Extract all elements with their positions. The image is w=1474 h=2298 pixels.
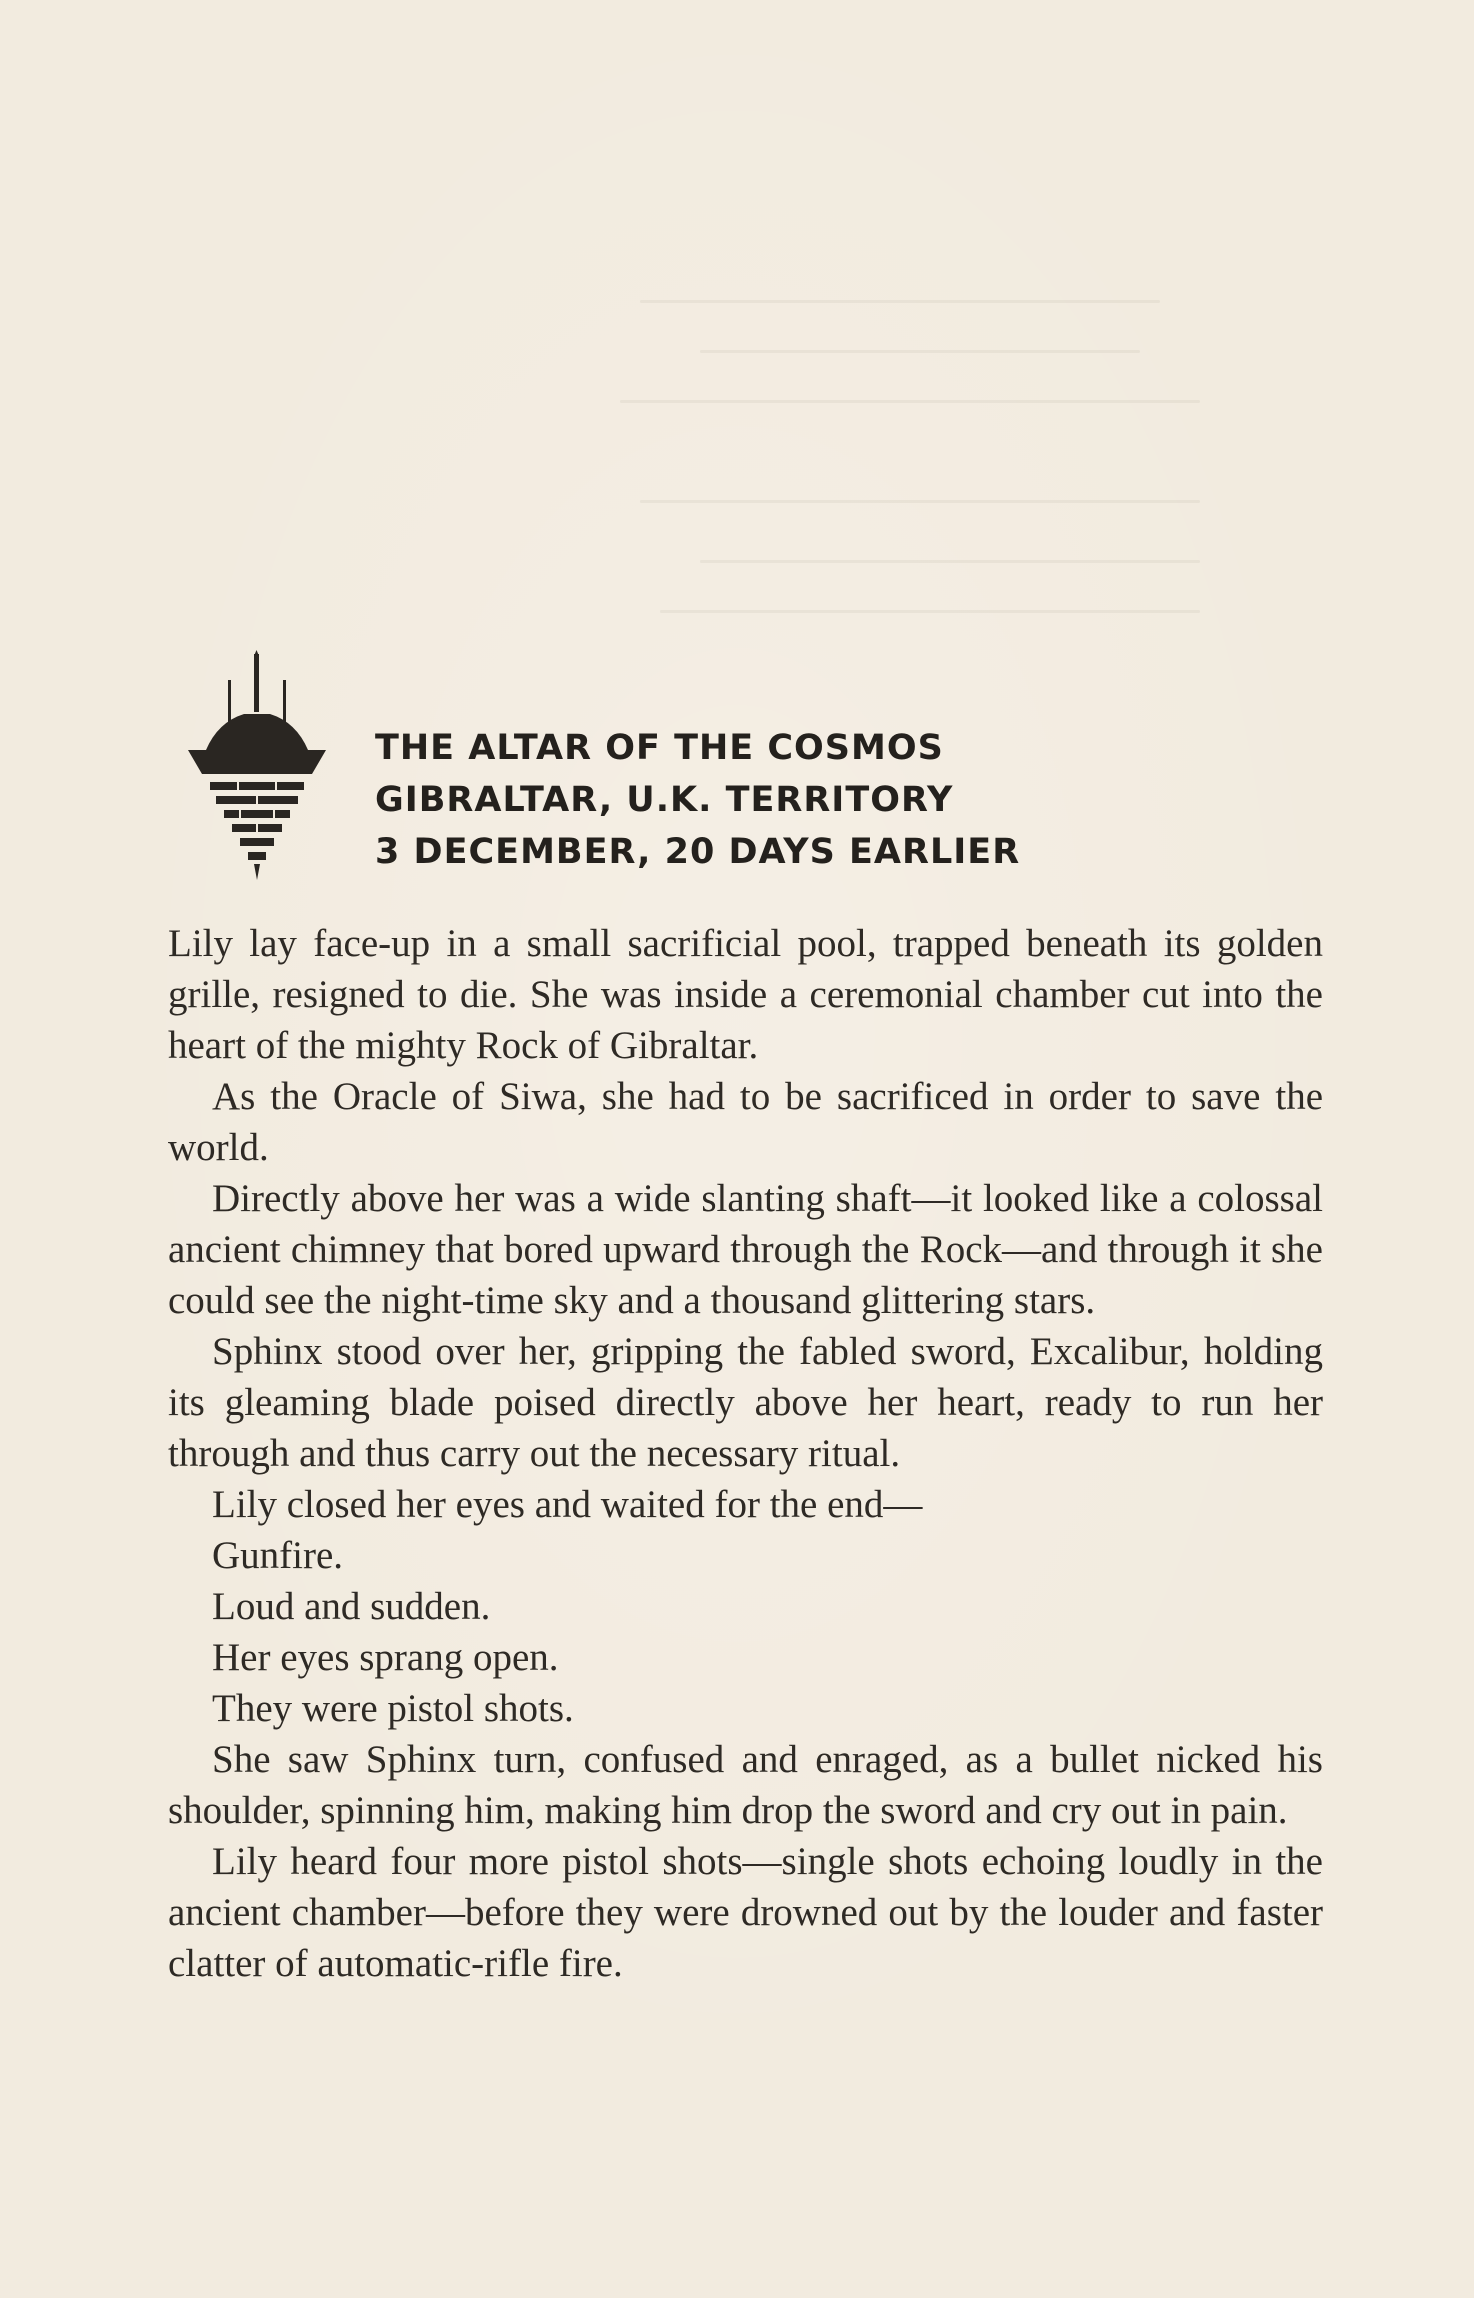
paragraph: Lily heard four more pistol shots—single shots echoing loudly in the ancient chamber—before they were drowned out by the louder and faster clatter of automatic-rifle fire. — [168, 1840, 1323, 1985]
paragraph: Lily closed her eyes and waited for the end— — [212, 1483, 923, 1526]
show-through-mark — [640, 300, 1160, 303]
paragraph: As the Oracle of Siwa, she had to be sacrificed in order to save the world. — [168, 1075, 1323, 1169]
body-text — [168, 918, 1323, 1989]
paragraph: They were pistol shots. — [212, 1687, 574, 1730]
ziggurat-altar-icon — [188, 650, 326, 880]
paragraph: She saw Sphinx turn, confused and enraged, as a bullet nicked his shoulder, spinning him, making him drop the sword and cry out in pain. — [168, 1738, 1323, 1832]
location-place: GIBRALTAR, U.K. TERRITORY — [375, 780, 954, 820]
location-heading — [375, 722, 1020, 878]
location-title: THE ALTAR OF THE COSMOS — [375, 728, 944, 768]
chapter-header — [188, 650, 1308, 880]
paragraph: Her eyes sprang open. — [212, 1636, 559, 1679]
paragraph: Loud and sudden. — [212, 1585, 491, 1628]
paragraph: Directly above her was a wide slanting shaft—it looked like a colossal ancient chimney that bored upward through the Rock—and through it she could see the night-time sky and a thousand glittering stars. — [168, 1177, 1323, 1322]
show-through-mark — [700, 560, 1200, 563]
show-through-mark — [700, 350, 1140, 353]
paragraph: Lily lay face-up in a small sacrificial pool, trapped beneath its golden grille, resigned to die. She was inside a ceremonial chamber cut into the heart of the mighty Rock of Gibraltar. — [168, 922, 1323, 1067]
paragraph: Gunfire. — [212, 1534, 344, 1577]
location-date: 3 DECEMBER, 20 DAYS EARLIER — [375, 832, 1021, 872]
show-through-mark — [660, 610, 1200, 613]
show-through-mark — [640, 500, 1200, 503]
show-through-mark — [620, 400, 1200, 403]
paragraph: Sphinx stood over her, gripping the fabled sword, Excalibur, holding its gleaming blade poised directly above her heart, ready to run her through and thus carry out the necessary ritual. — [168, 1330, 1323, 1475]
